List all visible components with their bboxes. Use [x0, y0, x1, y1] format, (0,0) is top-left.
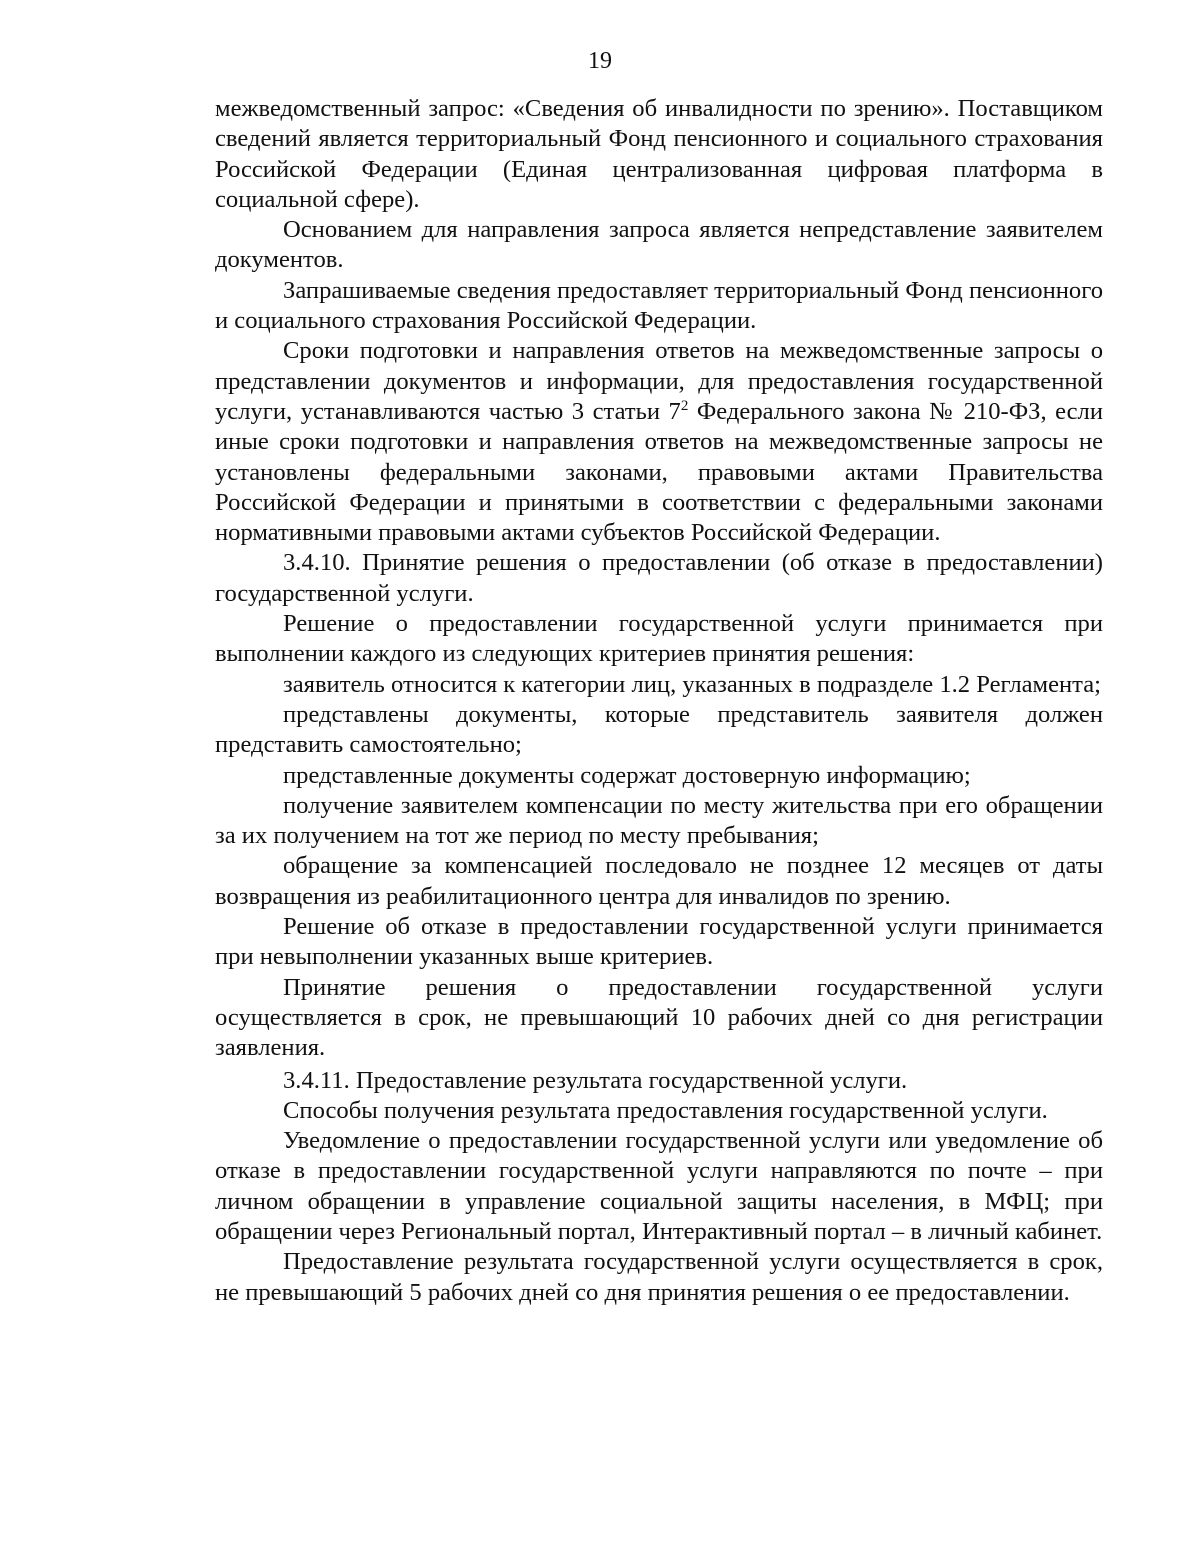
paragraph-17: Предоставление результата государственной услуги осуществляется в срок, не превышающий 5 рабочих дней со дня принятия решения о ее предоставлении.: [215, 1248, 1103, 1306]
page-number: 19: [588, 48, 612, 74]
paragraph-6: Решение о предоставлении государственной услуги принимается при выполнении каждого из следующих критериев принятия решения:: [215, 610, 1103, 668]
paragraph-16: Уведомление о предоставлении государственной услуги или уведомление об отказе в предоставлении государственной услуги направляются по почте – при личном обращении в управление социальной защиты населения, в МФЦ; при обращении через Региональный портал, Интерактивный портал – в личный кабинет.: [215, 1127, 1103, 1245]
paragraph-4: [215, 336, 1103, 548]
paragraph-12: Решение об отказе в предоставлении государственной услуги принимается при невыполнении указанных выше критериев.: [215, 913, 1103, 971]
paragraph-4-text-after: Федерального закона № 210-ФЗ, если иные сроки подготовки и направления ответов на межведомственные запросы не установлены федеральными законами, правовыми актами Правительства Российской Федерации и принятыми в соответствии с федеральными законами нормативными правовыми актами субъектов Российской Федерации.: [215, 397, 1103, 547]
paragraph-1: межведомственный запрос: «Сведения об инвалидности по зрению». Поставщиком сведений является территориальный Фонд пенсионного и социального страхования Российской Федерации (Единая централизованная цифровая платформа в социальной сфере).: [215, 95, 1103, 213]
paragraph-13: Принятие решения о предоставлении государственной услуги осуществляется в срок, не превышающий 10 рабочих дней со дня регистрации заявления.: [215, 973, 1103, 1062]
paragraph-2: Основанием для направления запроса является непредставление заявителем документов.: [215, 216, 1103, 274]
criterion-3: представленные документы содержат достоверную информацию;: [283, 761, 971, 789]
section-heading-3-4-11: 3.4.11. Предоставление результата государственной услуги.: [283, 1066, 908, 1094]
document-body: [215, 94, 1103, 1308]
criterion-2: представлены документы, которые представитель заявителя должен представить самостоятельно;: [215, 700, 1103, 759]
criterion-1: заявитель относится к категории лиц, указанных в подразделе 1.2 Регламента;: [283, 670, 1101, 698]
criterion-5: обращение за компенсацией последовало не позднее 12 месяцев от даты возвращения из реабилитационного центра для инвалидов по зрению.: [215, 852, 1103, 910]
criterion-4: получение заявителем компенсации по месту жительства при его обращении за их получением на тот же период по месту пребывания;: [215, 791, 1103, 850]
paragraph-3: Запрашиваемые сведения предоставляет территориальный Фонд пенсионного и социального страхования Российской Федерации.: [215, 276, 1103, 335]
superscript-2: 2: [680, 397, 689, 414]
paragraph-4-text-before: Сроки подготовки и направления ответов на межведомственные запросы о представлении документов и информации, для предоставления государственной услуги, устанавливаются частью 3 статьи 7: [215, 337, 1103, 425]
paragraph-15: Способы получения результата предоставления государственной услуги.: [283, 1096, 1048, 1124]
section-heading-3-4-10: 3.4.10. Принятие решения о предоставлении (об отказе в предоставлении) государственной услуги.: [215, 549, 1103, 607]
